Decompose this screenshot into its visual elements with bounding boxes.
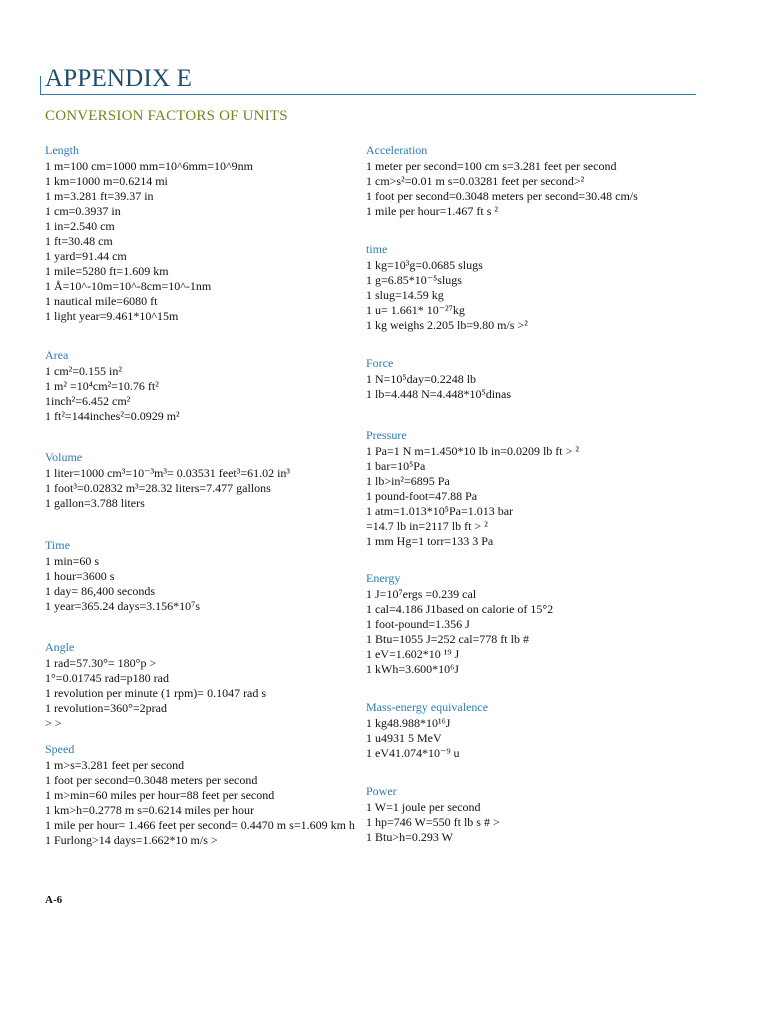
conversion-line: 1 foot per second=0.3048 meters per second=30.48 cm/s (366, 189, 638, 203)
conversion-line: 1 meter per second=100 cm s=3.281 feet per second (366, 159, 617, 173)
conversion-line: 1 bar=10⁵Pa (366, 459, 426, 473)
conversion-line: 1 yard=91.44 cm (45, 249, 127, 263)
conversion-line: 1 Å=10^-10m=10^-8cm=10^-1nm (45, 279, 212, 293)
section-title: Volume (45, 450, 83, 464)
conversion-line: 1 W=1 joule per second (366, 800, 481, 814)
section-energy (366, 571, 686, 677)
conversion-line: 1 revolution=360°=2prad (45, 701, 167, 715)
conversion-line: 1 Btu>h=0.293 W (366, 830, 453, 844)
conversion-line: 1 m>s=3.281 feet per second (45, 758, 185, 772)
section-title: Mass-energy equivalence (366, 700, 489, 714)
conversion-line: 1 Btu=1055 J=252 cal=778 ft lb # (366, 632, 529, 646)
conversion-line: 1 year=365.24 days=3.156*10⁷s (45, 599, 201, 613)
conversion-line: 1 hp=746 W=550 ft lb s # > (366, 815, 500, 829)
conversion-line: 1 km=1000 m=0.6214 mi (45, 174, 168, 188)
conversion-line: 1 min=60 s (45, 554, 100, 568)
conversion-line: 1 mile per hour=1.467 ft s ² (366, 204, 499, 218)
page-subtitle: CONVERSION FACTORS OF UNITS (45, 108, 288, 124)
conversion-line: 1 liter=1000 cm³=10⁻³m³= 0.03531 feet³=61.02 in³ (45, 466, 291, 480)
conversion-line: 1 m>min=60 miles per hour=88 feet per second (45, 788, 275, 802)
section-title: Speed (45, 742, 75, 756)
section-pressure (366, 428, 686, 549)
page-header (40, 64, 696, 94)
section-title: Power (366, 784, 397, 798)
conversion-line: 1 ft=30.48 cm (45, 234, 113, 248)
section-title: Acceleration (366, 143, 428, 157)
section-force (366, 356, 686, 402)
section-title: Energy (366, 571, 401, 585)
conversion-line: 1 atm=1.013*10⁵Pa=1.013 bar (366, 504, 514, 518)
conversion-line: 1 lb=4.448 N=4.448*10⁵dinas (366, 387, 512, 401)
section-title: Pressure (366, 428, 407, 442)
section-mass-energy-equivalence (366, 700, 686, 761)
conversion-line: 1 nautical mile=6080 ft (45, 294, 158, 308)
conversion-line: 1 kg48.988*10¹⁶J (366, 716, 451, 730)
conversion-line: 1 Pa=1 N m=1.450*10 lb in=0.0209 lb ft > ² (366, 444, 579, 458)
section-volume (45, 450, 365, 511)
conversion-line: 1 foot³=0.02832 m³=28.32 liters=7.477 gallons (45, 481, 271, 495)
section-length (45, 143, 365, 324)
conversion-line: 1 cal=4.186 J1based on calorie of 15°2 (366, 602, 554, 616)
header-rule (40, 94, 696, 95)
conversion-line: 1 km>h=0.2778 m s=0.6214 miles per hour (45, 803, 254, 817)
section-power (366, 784, 686, 845)
conversion-line: 1 hour=3600 s (45, 569, 115, 583)
conversion-line: 1 J=10⁷ergs =0.239 cal (366, 587, 477, 601)
conversion-line: 1 m² =10⁴cm²=10.76 ft² (45, 379, 159, 393)
conversion-line: 1 u= 1.661* 10⁻²⁷kg (366, 303, 465, 317)
conversion-line: 1 pound-foot=47.88 Pa (366, 489, 478, 503)
conversion-line: 1 lb>in²=6895 Pa (366, 474, 450, 488)
conversion-line: 1 eV=1.602*10 ¹⁹ J (366, 647, 460, 661)
conversion-line: 1 Furlong>14 days=1.662*10 m/s > (45, 833, 218, 847)
section-title: Length (45, 143, 79, 157)
section-title: Area (45, 348, 69, 362)
conversion-line: 1inch²=6.452 cm² (45, 394, 131, 408)
conversion-line: 1 eV41.074*10⁻⁹ u (366, 746, 460, 760)
conversion-line: 1 g=6.85*10⁻⁵slugs (366, 273, 462, 287)
conversion-line: 1 rad=57.30°= 180°p > (45, 656, 157, 670)
conversion-line: 1 u4931 5 MeV (366, 731, 442, 745)
section-time (366, 242, 686, 333)
conversion-line: 1 N=10⁵day=0.2248 lb (366, 372, 477, 386)
conversion-line: 1 slug=14.59 kg (366, 288, 444, 302)
conversion-line: 1 foot per second=0.3048 meters per second (45, 773, 258, 787)
section-title: time (366, 242, 388, 256)
conversion-line: 1 mm Hg=1 torr=133 3 Pa (366, 534, 494, 548)
conversion-line: =14.7 lb in=2117 lb ft > ² (366, 519, 488, 533)
conversion-line: 1 m=3.281 ft=39.37 in (45, 189, 154, 203)
section-speed (45, 742, 365, 848)
conversion-line: 1 ft²=144inches²=0.0929 m² (45, 409, 180, 423)
conversion-line: 1 m=100 cm=1000 mm=10^6mm=10^9nm (45, 159, 253, 173)
page-title: APPENDIX E (45, 65, 193, 92)
conversion-line: 1°=0.01745 rad=p180 rad (45, 671, 169, 685)
section-area (45, 348, 365, 424)
conversion-line: 1 cm=0.3937 in (45, 204, 121, 218)
section-title: Time (45, 538, 70, 552)
conversion-line: 1 cm²=0.155 in² (45, 364, 122, 378)
conversion-line: 1 gallon=3.788 liters (45, 496, 145, 510)
conversion-line: 1 kg=10³g=0.0685 slugs (366, 258, 483, 272)
section-title: Angle (45, 640, 75, 654)
conversion-line: 1 mile=5280 ft=1.609 km (45, 264, 169, 278)
conversion-line: 1 day= 86,400 seconds (45, 584, 156, 598)
conversion-line: 1 foot-pound=1.356 J (366, 617, 470, 631)
conversion-line: 1 kg weighs 2.205 lb=9.80 m/s >² (366, 318, 528, 332)
conversion-line: 1 in=2.540 cm (45, 219, 115, 233)
conversion-line: 1 revolution per minute (1 rpm)= 0.1047 rad s (45, 686, 267, 700)
section-angle (45, 640, 365, 731)
conversion-line: 1 mile per hour= 1.466 feet per second= 0.4470 m s=1.609 km h (45, 818, 355, 832)
conversion-line: > > (45, 716, 62, 730)
section-acceleration (366, 143, 686, 219)
section-time (45, 538, 365, 614)
section-title: Force (366, 356, 394, 370)
conversion-line: 1 light year=9.461*10^15m (45, 309, 179, 323)
conversion-line: 1 kWh=3.600*10⁶J (366, 662, 459, 676)
page-number: A-6 (45, 894, 63, 906)
conversion-line: 1 cm>s²=0.01 m s=0.03281 feet per second>² (366, 174, 585, 188)
